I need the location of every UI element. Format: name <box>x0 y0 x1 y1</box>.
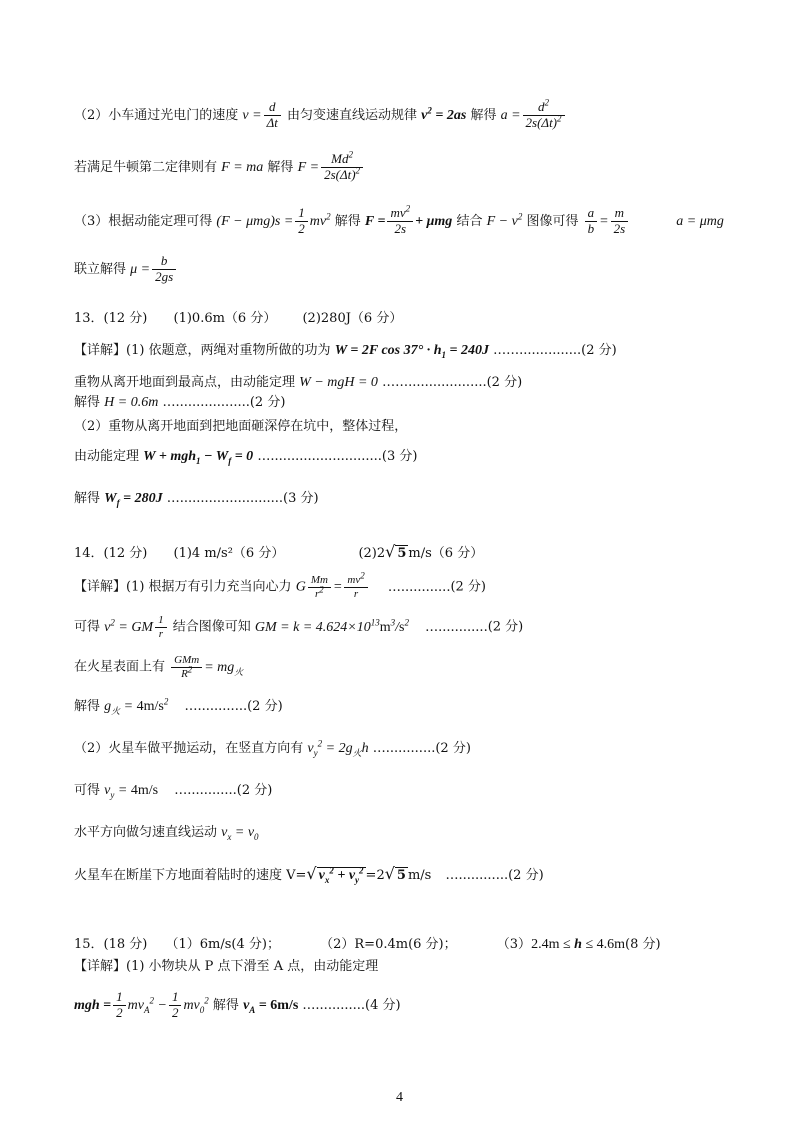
q14-line-3 <box>74 654 243 680</box>
q14-line-8 <box>74 866 544 883</box>
fraction-half: $\frac{1}{2}$ <box>295 206 308 237</box>
q15-ans3 <box>497 937 661 952</box>
formula-gm-k: GM = $k = 4.624\times 10^{13}m^3/s^2$ <box>254 616 409 635</box>
q15-ans3-a: （3） <box>496 937 532 952</box>
q14-l2-mid: 结合图像可知 <box>172 619 251 635</box>
q14-ans2-b: m/s（6 分） <box>408 546 484 561</box>
q13-line-5 <box>74 450 417 464</box>
formula-a: a = <box>500 107 521 123</box>
fraction-half-a: $\frac{1}{2}$ <box>113 990 126 1021</box>
q13-l3-pts: (2 分) <box>249 395 286 410</box>
formula-vx-v0: $v_x = v_0$ <box>221 825 259 842</box>
p2-line-2 <box>74 149 365 183</box>
leader-dots: …......................... <box>166 491 284 506</box>
q14-line-1 <box>74 570 487 600</box>
q13-l1: 【详解】(1) 依题意，两绳对重物所做的功为 <box>74 343 331 358</box>
p3-joint: 联立解得 <box>74 261 127 277</box>
formula-w-mgh: W − mgH = 0 <box>299 375 378 390</box>
q13-ans2: (2)280J（6 分） <box>302 311 403 326</box>
leader-dots: …............ <box>445 868 509 883</box>
formula-va: $v_A = 6m/s$ <box>243 997 299 1015</box>
q15-ans3-b: (8 分) <box>625 937 661 952</box>
formula-mgh: mgh = <box>74 997 112 1013</box>
formula-g: G <box>295 579 306 595</box>
q15-header <box>74 938 661 952</box>
q15-l2-solve: 解得 <box>212 997 239 1013</box>
q13-l2: 重物从离开地面到最高点，由动能定理 <box>74 375 296 390</box>
formula-mva2: $mv_A^2$ − <box>127 995 167 1015</box>
formula-eq: = <box>599 213 609 229</box>
formula-v2: $v^2 = 2as$ <box>421 105 467 123</box>
q13-l4: （2）重物从离开地面到把地面砸深停在坑中，整体过程， <box>74 419 408 434</box>
leader-dots: …............ <box>184 699 248 714</box>
p3-label: （3）根据动能定理可得 <box>74 213 213 229</box>
q13-line-3 <box>74 396 285 410</box>
q15-line-1 <box>74 960 378 973</box>
formula-v2-gm: $v^2$ = GM <box>104 616 154 635</box>
formula-work-energy: (F − μmg)s = <box>216 213 294 229</box>
q14-l1: 【详解】(1) 根据万有引力充当向心力 <box>74 579 292 595</box>
fraction-mv2-2s: $\frac{mv^2}{2s}$ <box>387 206 413 237</box>
q15-l2-pts: (4 分) <box>365 997 401 1013</box>
fraction-mm-r2: $\frac{Mm}{r^2}$ <box>308 574 331 600</box>
q14-ans2-a: (2)2 <box>358 546 386 561</box>
formula-w-2fcos: W = 2F $\cos 37^\circ \cdot h_1 = 240J$ <box>334 343 489 360</box>
q13-head: 13．(12 分) <box>74 311 148 326</box>
p2-label: （2）小车通过光电门的速度 <box>74 107 239 123</box>
p2-solve: 解得 <box>470 107 497 123</box>
formula-mv02: $mv_0^2$ <box>183 995 209 1015</box>
q15-head: 15．(18 分) <box>74 937 148 952</box>
q14-head: 14．(12 分) <box>74 546 148 561</box>
q14-l8-pts: (2 分) <box>508 868 544 883</box>
formula-eq: = <box>332 579 343 595</box>
fraction-a-b: $\frac{a}{b}$ <box>585 206 598 237</box>
q14-l4-pts: (2 分) <box>247 699 283 714</box>
p2-newton: 若满足牛顿第二定律则有 <box>74 159 218 175</box>
formula-wf: $W_f = 280J$ <box>104 491 163 508</box>
p3-line-2 <box>74 254 178 285</box>
q15-l1: 【详解】(1) 小物块从 P 点下滑至 A 点，由动能定理 <box>74 959 379 974</box>
fraction-f: $\frac{Md^2}{2s(\Delta t)^2}$ <box>321 152 363 183</box>
q14-l6: 可得 <box>74 783 101 798</box>
q14-ans2 <box>358 542 484 561</box>
q15-ans2: （2）R=0.4m(6 分)； <box>320 937 457 952</box>
q14-l8-tail: m/s <box>407 868 432 883</box>
p2-newton-solve: 解得 <box>267 159 294 175</box>
sqrt-symbol: √ <box>306 864 317 883</box>
formula-g-mars: $g_火 = 4m/s^2$ <box>104 696 169 716</box>
formula-f: F = <box>297 159 320 175</box>
q14-l2: 可得 <box>74 619 101 635</box>
p3-line-1 <box>74 203 724 237</box>
q13-line-2 <box>74 376 522 390</box>
q14-line-7 <box>74 826 259 840</box>
q14-l8: 火星车在断崖下方地面着陆时的速度 V= <box>74 868 307 883</box>
fraction-b-2gs: $\frac{b}{2gs}$ <box>152 254 176 285</box>
q14-l3: 在火星表面上有 <box>74 659 166 675</box>
formula-w-mgh1: $W + mgh_1 - W_f = 0$ <box>143 449 254 466</box>
sqrt-symbol: √ <box>384 864 395 883</box>
formula-vx2-vy2: $v_x^2 + v_y^2$ <box>318 865 364 885</box>
q14-line-5 <box>74 738 471 758</box>
p3-solve: 解得 <box>334 213 361 229</box>
fraction-1-r: $\frac{1}{r}$ <box>155 614 167 640</box>
q14-l5: （2）火星车做平抛运动，在竖直方向有 <box>74 741 304 756</box>
formula-mg-mars: = $mg_火$ <box>204 659 244 677</box>
leader-dots: ….................. <box>162 395 250 410</box>
leader-dots: …............ <box>174 783 237 798</box>
formula-eq-2: =2 <box>365 868 385 883</box>
q13-l6-pts: (3 分) <box>283 491 319 506</box>
formula-vy: $v_y = 4m/s$ <box>104 783 159 800</box>
leader-dots: ……................... <box>382 375 487 390</box>
formula-f-v2: $F - v^2$ <box>486 211 523 229</box>
q13-l5: 由动能定理 <box>74 449 140 464</box>
q13-line-6 <box>74 492 319 506</box>
leader-dots: …........................... <box>257 449 382 464</box>
q14-header <box>74 544 483 560</box>
formula-a-mumg: a = μmg <box>676 213 724 229</box>
leader-dots: …............ <box>372 741 436 756</box>
q13-header <box>74 312 402 325</box>
leader-dots: …............ <box>425 619 488 635</box>
q14-line-2 <box>74 614 523 640</box>
q14-l6-pts: (2 分) <box>236 783 273 798</box>
leader-dots: …............ <box>302 997 366 1013</box>
fraction-gmm-r2: $\frac{\text{GMm}}{R^2}$ <box>171 654 202 680</box>
p3-combine-b: 图像可得 <box>526 213 579 229</box>
formula-mv2: $mv^2$ <box>309 211 331 229</box>
formula-f2: F = <box>364 213 386 229</box>
q14-l2-pts: (2 分) <box>487 619 524 635</box>
fraction-d-over-dt: $\frac{d}{\Delta t}$ <box>264 100 281 131</box>
fraction-m-2s: $\frac{m}{2s}$ <box>611 206 629 237</box>
q14-line-6 <box>74 784 272 798</box>
q13-line-4 <box>74 420 407 433</box>
q13-l1-pts: (2 分) <box>581 343 617 358</box>
q14-line-4 <box>74 696 283 716</box>
formula-h: H = 0.6m <box>104 395 159 410</box>
q13-l3: 解得 <box>74 395 101 410</box>
formula-mu: μ = <box>130 261 151 277</box>
fraction-a: $\frac{d^2}{2s(\Delta t)^2}$ <box>523 100 565 131</box>
q13-ans1: (1)0.6m（6 分） <box>173 311 277 326</box>
sqrt-symbol: √ <box>385 542 396 561</box>
fraction-half-b: $\frac{1}{2}$ <box>169 990 182 1021</box>
sqrt-5: 5 <box>396 868 406 883</box>
q13-l2-pts: (2 分) <box>486 375 523 390</box>
q14-l4: 解得 <box>74 699 101 714</box>
q13-line-1 <box>74 344 617 358</box>
formula-f-ma: F = ma <box>221 159 264 175</box>
leader-dots: ……............... <box>493 343 582 358</box>
p2-rule: 由匀变速直线运动规律 <box>286 107 417 123</box>
q15-line-2 <box>74 990 401 1021</box>
formula-h-range: 2.4m ≤ h ≤ 4.6m <box>531 937 626 952</box>
sqrt-5: 5 <box>397 546 407 561</box>
fraction-mv2-r: $\frac{mv^2}{r}$ <box>344 574 367 600</box>
formula-plus-mumg: + μmg <box>415 213 453 229</box>
leader-dots: …............ <box>387 579 451 595</box>
q13-l5-pts: (3 分) <box>381 449 418 464</box>
p2-line-1 <box>74 97 567 131</box>
q14-l5-pts: (2 分) <box>435 741 471 756</box>
q13-l6: 解得 <box>74 491 101 506</box>
q14-l7: 水平方向做匀速直线运动 <box>74 825 218 840</box>
q14-ans1: (1)4 m/s²（6 分） <box>173 546 285 561</box>
formula-v: v = <box>242 107 262 123</box>
q15-ans1: （1）6m/s(4 分)； <box>165 937 280 952</box>
page-number: 4 <box>396 1090 403 1105</box>
p3-combine-a: 结合 <box>456 213 483 229</box>
q14-l1-pts: (2 分) <box>450 579 487 595</box>
formula-vy2: $v_y^2 = 2g_火h$ <box>307 738 369 758</box>
